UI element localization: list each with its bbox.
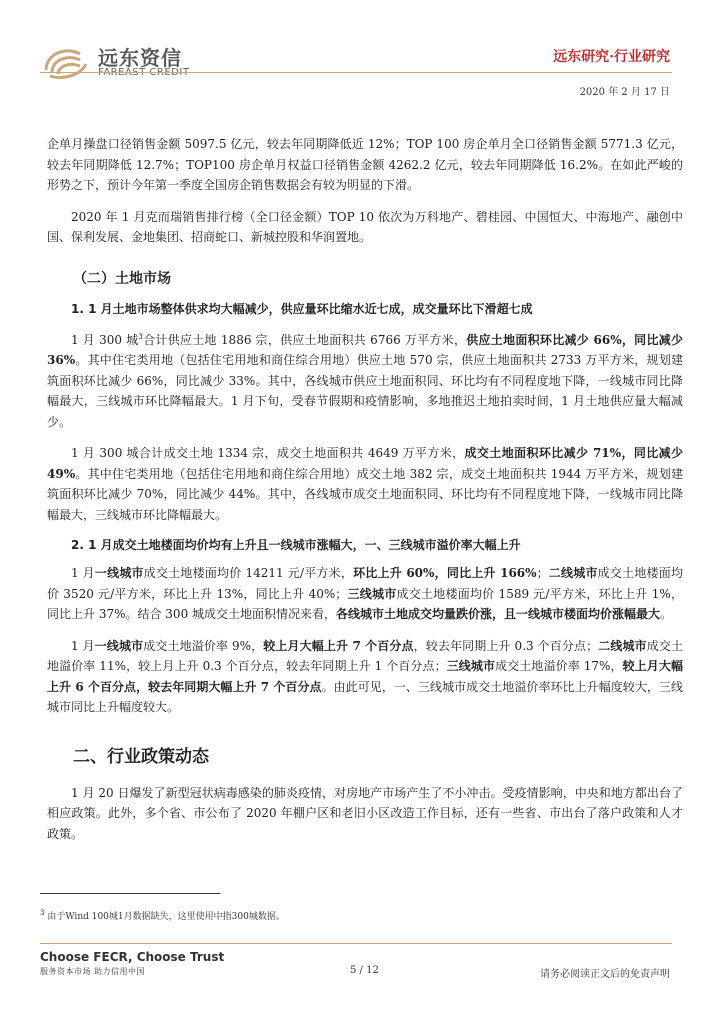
bold-segment: 一线城市 xyxy=(94,566,144,580)
text-segment: 成交土地楼面均价 3520 元/平方米，环比上升 13%，同比上升 40%； xyxy=(47,566,683,601)
text-segment: 1 月 300 城合计成交土地 1334 宗，成交土地面积共 4649 万平方米， xyxy=(71,446,465,460)
paragraph-policy: 1 月 20 日爆发了新型冠状病毒感染的肺炎疫情，对房地产市场产生了不小冲击。受疫情影响，中央和地方都出台了相应政策。此外，多个省、市公布了 2020 年棚户区和老旧小区改造工作目标，还有一些省、市出台了落户政策和人才政策。 xyxy=(47,785,683,841)
header-section-title: 远东研究·行业研究 xyxy=(553,49,670,65)
bold-segment: 二线城市 xyxy=(598,638,647,653)
text-segment: ，较去年同期上升 0.3 个百分点； xyxy=(413,638,599,653)
logo-mark-icon xyxy=(40,40,92,80)
text-segment: 1 月 xyxy=(71,566,95,580)
page-header xyxy=(0,0,724,100)
bold-segment: 三线城市 xyxy=(347,586,397,601)
bold-segment: 二线城市 xyxy=(548,566,598,580)
footnote-ref: 3 xyxy=(138,332,143,341)
text-segment: 。 xyxy=(660,607,673,621)
subheading-floor-price: 2. 1 月成交土地楼面均价均有上升且一线城市涨幅大，一、三线城市溢价率大幅上升 xyxy=(71,538,521,552)
paragraph-floor-price xyxy=(47,563,683,625)
text-segment: 成交土地溢价率 11%，较上月上升 0.3 个百分点，较去年同期上升 1 个百分点； xyxy=(47,638,683,673)
footer-slogan: Choose FECR, Choose Trust xyxy=(40,950,225,964)
section-heading-land-market: （二）土地市场 xyxy=(73,270,171,287)
text-segment: 成交土地楼面均价 14211 元/平方米， xyxy=(143,566,354,580)
text-segment: 1 月 xyxy=(71,638,95,653)
footer-slogan-cn: 服务资本市场 助力信用中国 xyxy=(40,967,146,976)
text-segment: 成交土地溢价率 17%， xyxy=(495,659,623,673)
footnote-text: 由于Wind 100城1月数据缺失，这里使用中指300城数据。 xyxy=(47,912,285,922)
text-segment: 1 月 300 城 xyxy=(71,332,139,347)
footer-divider xyxy=(40,943,672,944)
bold-segment: 较上月大幅上升 7 个百分点 xyxy=(263,638,414,653)
text-segment: ； xyxy=(536,566,549,580)
bold-segment: 三线城市 xyxy=(446,659,496,673)
footer-disclaimer: 请务必阅读正文后的免责声明 xyxy=(540,969,670,980)
bold-segment: 较上月大幅上升 6 个百分点，较去年同期大幅上升 7 个百分点 xyxy=(47,659,683,694)
document-body xyxy=(47,134,683,855)
logo-english-name: FAREAST CREDIT xyxy=(98,67,190,78)
bold-segment: 成交土地面积环比减少 71%，同比减少 49% xyxy=(47,446,683,481)
text-segment: 合计供应土地 1886 宗，供应土地面积共 6766 万平方米， xyxy=(142,332,467,347)
text-segment: 成交土地楼面均价 1589 元/平方米，环比上升 1%，同比上升 37%。结合 300 城成交土地面积情况来看， xyxy=(47,586,683,621)
paragraph-sales-data: 企单月操盘口径销售金额 5097.5 亿元，较去年同期降低近 12%；TOP 100 房企单月全口径销售金额 5771.3 亿元，较去年同期降低 12.7%；TOP100 房企单月权益口径销售金额 4262.2 亿元，较去年同期降低 16.2%。在如此严峻的形势之下，预计今年第一季度全国房企销售数据会有较为明显的下滑。 xyxy=(47,137,683,192)
paragraph-premium-rate xyxy=(47,636,683,718)
paragraph-land-transaction xyxy=(47,443,683,525)
company-logo xyxy=(40,40,190,80)
section-heading-policy: 二、行业政策动态 xyxy=(73,746,209,767)
bold-segment: 环比上升 60%，同比上升 166% xyxy=(353,566,537,580)
text-segment: 。由此可见，一、三线城市成交土地溢价率环比上升幅度较大，三线城市同比上升幅度较大。 xyxy=(47,679,683,714)
logo-chinese-name: 远东资信 xyxy=(98,46,182,70)
header-divider xyxy=(40,72,672,73)
text-segment: 。其中住宅类用地（包括住宅用地和商住综合用地）成交土地 382 宗，成交土地面积共 1944 万平方米，规划建筑面积环比减少 70%，同比减少 44%。其中，各线城市成交土地面积同、环比均有不同程度地下降，一线城市同比降幅最大，三线城市环比降幅最大。 xyxy=(47,466,683,522)
text-segment: 。其中住宅类用地（包括住宅用地和商住综合用地）供应土地 570 宗，供应土地面积共 2733 万平方米，规划建筑面积环比减少 66%，同比减少 33%。其中，各线城市供应土地面积同、环比均有不同程度地下降，一线城市同比降幅最大，三线城市环比降幅最大。1 月下旬，受春节假期和疫情影响，多地推迟土地拍卖时间，1 月土地供应量大幅减少。 xyxy=(47,353,683,429)
footnote-mark: 3 xyxy=(40,909,45,917)
bold-segment: 一线城市 xyxy=(94,638,144,653)
subheading-supply-demand: 1. 1 月土地市场整体供求均大幅减少，供应量环比缩水近七成，成交量环比下滑超七成 xyxy=(71,301,533,316)
footnote xyxy=(40,909,285,922)
paragraph-top10-ranking: 2020 年 1 月克而瑞销售排行榜（全口径金额）TOP 10 依次为万科地产、碧桂园、中国恒大、中海地产、融创中国、保利发展、金地集团、招商蛇口、新城控股和华润置地。 xyxy=(47,209,683,244)
report-date: 2020 年 2 月 17 日 xyxy=(579,87,670,98)
paragraph-land-supply xyxy=(47,327,683,433)
text-segment: 成交土地溢价率 9%， xyxy=(143,638,264,653)
page-number: 5 / 12 xyxy=(350,965,379,976)
footnote-divider xyxy=(40,893,220,894)
bold-segment: 供应土地面积环比减少 66%，同比减少 36% xyxy=(47,332,684,367)
bold-segment: 各线城市土地成交均量跌价涨，且一线城市楼面均价涨幅最大 xyxy=(336,607,661,621)
